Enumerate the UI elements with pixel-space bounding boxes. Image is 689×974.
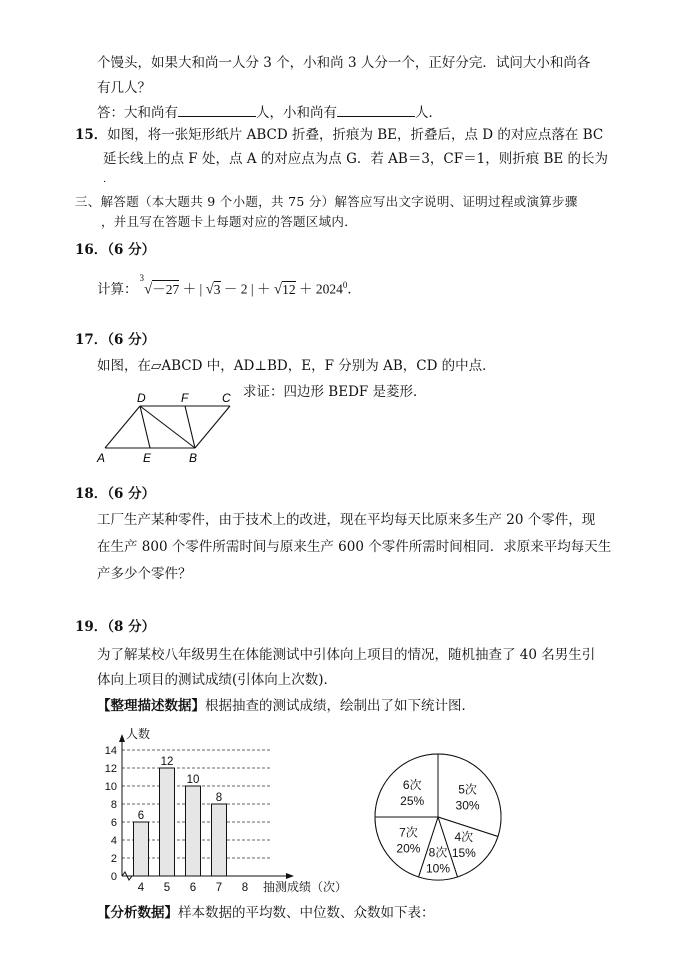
q17-header: [75, 331, 155, 349]
label-c: C: [222, 391, 231, 405]
q15-number: 15．: [75, 127, 108, 143]
q16-score: （6 分）: [107, 242, 156, 258]
bar-data-label: 8: [215, 792, 223, 804]
q18-score: （6 分）: [107, 486, 156, 502]
q16-abs-open: |: [199, 281, 203, 297]
q16-cube-radicand: －27: [152, 281, 180, 297]
q16-plus-2: ＋: [257, 281, 271, 297]
q19-tag1: 【整理描述数据】: [97, 698, 205, 714]
q15-line3: ．: [103, 174, 113, 185]
y-tick-label: 8: [110, 799, 117, 811]
q19-score: （8 分）: [107, 619, 156, 635]
bar-data-label: 10: [186, 774, 200, 786]
pie-slice-percent: 10%: [425, 861, 451, 876]
q14-answer-mid: 人，小和尚有: [256, 105, 337, 121]
q16-abs-close: |: [250, 281, 254, 297]
q19-analyze: [97, 904, 435, 922]
pie-slice-label: 7次: [399, 825, 418, 840]
q18-line3: 产多少个零件？: [97, 566, 192, 582]
bar-data-label: 6: [137, 810, 145, 822]
q14-answer: [97, 102, 442, 122]
q16-number: 16．: [75, 242, 108, 258]
section3-line2: ，并且写在答题卡上每题对应的答题区域内．: [101, 214, 358, 229]
q14-line1: 个馒头，如果大和尚一人分 3 个，小和尚 3 人分一个，正好分完．试问大小和尚各: [97, 55, 591, 71]
q16-sqrt12: 12: [282, 281, 296, 297]
q17-prove: 求证：四边形 BEDF 是菱形．: [243, 384, 427, 400]
segment-ad: [105, 406, 140, 448]
q17-number: 17．: [75, 332, 108, 348]
q19-number: 19．: [75, 619, 108, 635]
pie-slice-percent: 20%: [396, 841, 421, 856]
q18-line2: 在生产 800 个零件所需时间与原来生产 600 个零件所需时间相同．求原来平均每天生: [97, 539, 612, 555]
pie-slice-label: 4次: [454, 829, 474, 844]
q16-exponent: 0: [342, 280, 348, 290]
q19-text1: 根据抽查的测试成绩，绘制出了如下统计图．: [205, 698, 475, 714]
bar-data-label: 12: [160, 756, 174, 768]
q17-score: （6 分）: [107, 332, 156, 348]
bar: [134, 822, 149, 876]
q16-expression: [97, 273, 361, 299]
q16-header: [75, 241, 155, 259]
radical-icon: √: [205, 281, 214, 298]
q15-line1: [75, 126, 603, 144]
q14-line2: 有几人？: [97, 80, 151, 96]
x-tick-label: 5: [163, 882, 171, 894]
x-tick-label: 8: [241, 882, 249, 894]
pie-slice-label: 6次: [402, 778, 422, 793]
q16-sqrt3: 3: [213, 281, 221, 297]
radical-icon: √: [144, 281, 153, 298]
q16-plus-1: ＋: [182, 281, 197, 297]
pie-slice-label: 5次: [458, 782, 477, 797]
pie-chart: [368, 748, 508, 888]
pie-slice-label: 8次: [428, 845, 448, 860]
bar: [186, 786, 201, 876]
y-tick-label: 10: [104, 781, 117, 793]
q19-text2: 样本数据的平均数、中位数、众数如下表：: [178, 905, 435, 921]
label-b: B: [189, 451, 198, 465]
x-tick-label: 7: [215, 882, 223, 894]
y-tick-label: 4: [110, 835, 117, 847]
bar: [160, 768, 175, 876]
pie-slice-percent: 25%: [400, 794, 425, 809]
q19-line2: 体向上项目的测试成绩(引体向上次数)．: [97, 672, 338, 688]
q15-line2: 延长线上的点 F 处，点 A 的对应点为点 G．若 AB＝3，CF＝1，则折痕 BE 的长为: [103, 151, 609, 167]
y-tick-label: 0: [110, 871, 117, 883]
q16-prefix: 计算：: [97, 281, 138, 297]
q14-answer-prefix: 答：大和尚有: [97, 105, 178, 121]
q16-cube-index: 3: [139, 273, 144, 283]
radical-icon: √: [273, 281, 283, 298]
q19-tag2: 【分析数据】: [97, 905, 178, 921]
bar-chart: [95, 722, 365, 898]
q14-answer-blank-1: [178, 102, 256, 117]
x-tick-label: 6: [189, 882, 197, 894]
label-d: D: [137, 391, 146, 405]
x-axis-arrow-icon: [286, 873, 294, 879]
q18-header: [75, 485, 155, 503]
q15-text1: 如图，将一张矩形纸片 ABCD 折叠，折痕为 BE，折叠后，点 D 的对应点落在 BC: [107, 127, 604, 143]
q16-plus-3: ＋ 2024: [298, 281, 343, 297]
y-axis-label: 人数: [126, 727, 151, 741]
y-tick-label: 2: [110, 853, 117, 865]
q19-describe: [97, 697, 475, 715]
x-axis-label: 抽测成绩（次）: [263, 880, 348, 894]
y-tick-label: 6: [110, 817, 117, 829]
section3-line1: 三、解答题（本大题共 9 个小题，共 75 分）解答应写出文字说明、证明过程或演算步骤: [75, 194, 578, 209]
q16-end: ．: [347, 281, 361, 297]
label-f: F: [181, 391, 189, 405]
q18-number: 18．: [75, 486, 108, 502]
q19-header: [75, 618, 155, 636]
x-tick-label: 4: [137, 882, 145, 894]
y-axis-arrow-icon: [119, 734, 125, 742]
q17-line1: 如图，在▱ABCD 中，AD⊥BD，E，F 分别为 AB，CD 的中点．: [97, 358, 496, 374]
pie-slice-percent: 15%: [451, 845, 476, 860]
q16-cube-root: [139, 273, 180, 299]
q19-line1: 为了解某校八年级男生在体能测试中引体向上项目的情况，随机抽查了 40 名男生引: [97, 647, 596, 663]
q17-parallelogram-figure: [95, 388, 245, 466]
q16-minus2: － 2: [223, 281, 248, 297]
y-tick-label: 12: [104, 763, 117, 775]
segment-bc: [195, 406, 230, 448]
label-e: E: [143, 451, 152, 465]
label-a: A: [97, 451, 106, 465]
q14-answer-end: 人．: [415, 105, 442, 121]
bar: [212, 804, 227, 876]
q18-line1: 工厂生产某种零件，由于技术上的改进，现在平均每天比原来多生产 20 个零件，现: [97, 512, 596, 528]
pie-slice-percent: 30%: [455, 798, 480, 813]
q14-answer-blank-2: [337, 102, 415, 117]
y-tick-label: 14: [104, 745, 117, 757]
